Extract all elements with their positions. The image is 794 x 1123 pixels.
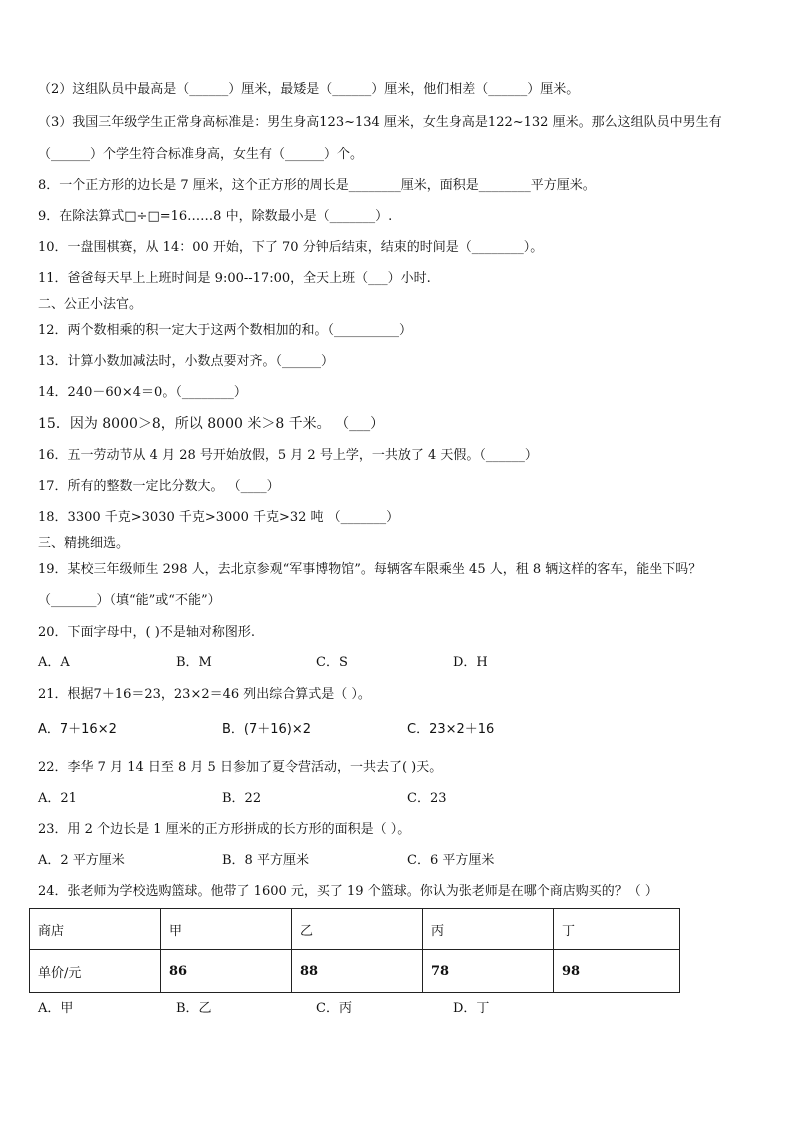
q24-option-d: D．丁: [453, 1001, 490, 1016]
question-24: 24．张老师为学校选购篮球。他带了 1600 元，买了 19 个篮球。你认为张老师是在哪个商店购买的？（ ）: [38, 884, 658, 899]
table-cell: 商店: [30, 909, 161, 950]
question-11: 11．爸爸每天早上上班时间是 9:00--17:00，全天上班（___）小时.: [38, 271, 431, 286]
q20-option-a: A．A: [38, 655, 70, 670]
price-table: [29, 908, 680, 993]
q24-option-a: A．甲: [38, 1001, 74, 1016]
question-15: 15．因为 8000＞8，所以 8000 米＞8 千米。 （___）: [38, 416, 385, 432]
table-cell: 单价/元: [30, 950, 161, 993]
question-7-part-3: （3）我国三年级学生正常身高标准是：男生身高123~134 厘米，女生身高是122~132 厘米。那么这组队员中男生有: [38, 115, 722, 130]
question-13: 13．计算小数加减法时，小数点要对齐。（______）: [38, 354, 335, 369]
table-cell: 78: [423, 950, 554, 993]
question-23: 23．用 2 个边长是 1 厘米的正方形拼成的长方形的面积是（ ）。: [38, 822, 411, 837]
question-8: 8．一个正方形的边长是 7 厘米，这个正方形的周长是________厘米，面积是________平方厘米。: [38, 178, 596, 193]
q23-option-a: A．2 平方厘米: [38, 853, 125, 868]
q22-option-a: A．21: [38, 791, 77, 806]
q24-option-b: B．乙: [176, 1001, 212, 1016]
section-2-heading: 二、公正小法官。: [38, 297, 143, 312]
q21-option-c: C．23×2＋16: [407, 722, 495, 737]
question-9: 9．在除法算式□÷□=16……8 中，除数最小是（_______）.: [38, 209, 393, 224]
table-cell: 88: [292, 950, 423, 993]
q24-option-c: C．丙: [316, 1001, 352, 1016]
q22-option-b: B．22: [222, 791, 262, 806]
question-19: 19．某校三年级师生 298 人，去北京参观“军事博物馆”。每辆客车限乘坐 45 人，租 8 辆这样的客车，能坐下吗？: [38, 562, 702, 577]
question-17: 17．所有的整数一定比分数大。 （____）: [38, 479, 280, 494]
question-7-part-2: （2）这组队员中最高是（______）厘米，最矮是（______）厘米，他们相差（______）厘米。: [38, 82, 580, 97]
q20-option-b: B．M: [176, 655, 212, 670]
q20-option-c: C．S: [316, 655, 348, 670]
question-22: 22．李华 7 月 14 日至 8 月 5 日参加了夏令营活动，一共去了( )天。: [38, 760, 443, 775]
question-14: 14．240－60×4＝0。（________）: [38, 385, 247, 400]
table-cell: 丙: [423, 909, 554, 950]
table-cell: 甲: [161, 909, 292, 950]
table-cell: 丁: [554, 909, 680, 950]
question-12: 12．两个数相乘的积一定大于这两个数相加的和。（__________）: [38, 323, 413, 338]
q21-option-a: A．7＋16×2: [38, 722, 117, 737]
q22-option-c: C．23: [407, 791, 447, 806]
question-16: 16．五一劳动节从 4 月 28 号开始放假，5 月 2 号上学，一共放了 4 天假。（______）: [38, 448, 538, 463]
section-3-heading: 三、精挑细选。: [38, 536, 130, 551]
q21-option-b: B．(7＋16)×2: [222, 722, 312, 737]
q20-option-d: D．H: [453, 655, 488, 670]
question-19-cont: （_______）（填“能”或“不能”）: [38, 593, 221, 608]
question-21: 21．根据7＋16＝23，23×2＝46 列出综合算式是（ ）。: [38, 687, 371, 702]
question-18: 18．3300 千克>3030 千克>3000 千克>32 吨 （_______）: [38, 510, 400, 525]
table-cell: 乙: [292, 909, 423, 950]
table-header-row: [30, 909, 680, 950]
question-7-part-3-cont: （______）个学生符合标准身高，女生有（______）个。: [38, 147, 364, 162]
table-cell: 86: [161, 950, 292, 993]
table-row: [30, 950, 680, 993]
q23-option-b: B．8 平方厘米: [222, 853, 309, 868]
question-10: 10．一盘围棋赛，从 14：00 开始，下了 70 分钟后结束，结束的时间是（________）。: [38, 240, 544, 255]
table-cell: 98: [554, 950, 680, 993]
q23-option-c: C．6 平方厘米: [407, 853, 495, 868]
question-20: 20．下面字母中，( )不是轴对称图形.: [38, 625, 255, 640]
